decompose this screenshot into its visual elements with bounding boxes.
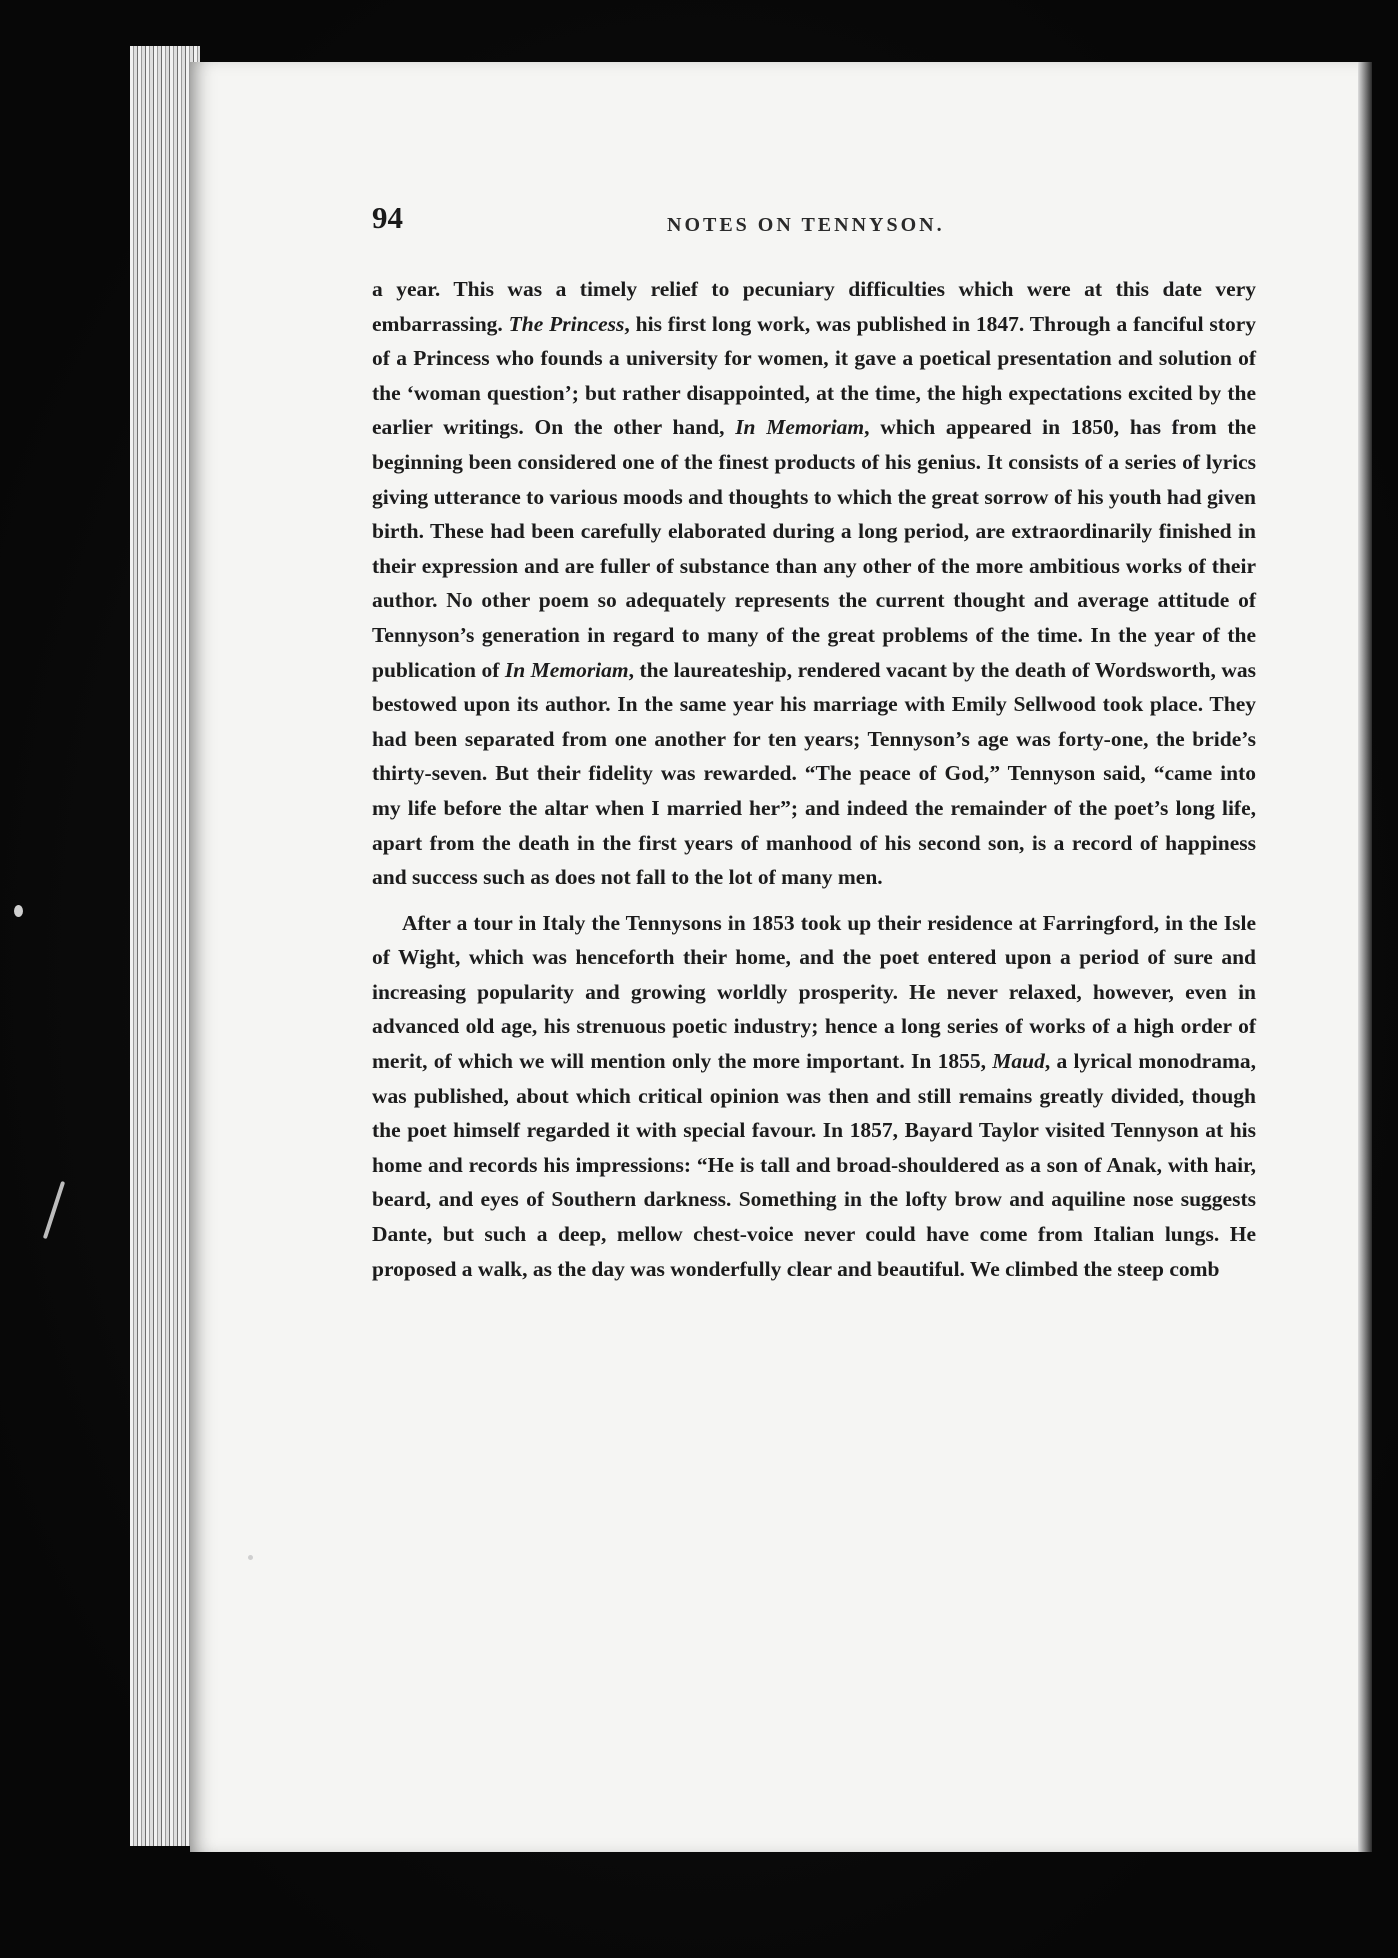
page-number: 94 — [372, 200, 403, 235]
book-title-italic: In Memoriam — [735, 415, 865, 440]
text-run: , a lyrical monodrama, was published, about which critical opinion was then and still remains greatly divided, though the poet himself regarded it with special favour. In 1857, Bayard Taylor visited Tennyson at his home and records his impressions: “He is tall and broad-shouldered as a son of Anak, with hair, beard, and eyes of Southern darkness. Something in the lofty brow and aquiline nose suggests Dante, but such a deep, mellow chest-voice never could have come from Italian lungs. He proposed a walk, as the day was wonderfully clear and beautiful. We climbed the steep comb — [372, 1049, 1256, 1281]
text-run: , the laureateship, rendered vacant by the death of Wordsworth, was bestowed upon its author. In the same year his marriage with Emily Sellwood took place. They had been separated from one another for ten years; Tennyson’s age was forty-one, the bride’s thirty-seven. But their fidelity was rewarded. “The peace of God,” Tennyson said, “came into my life before the altar when I married her”; and indeed the remainder of the poet’s long life, apart from the death in the first years of manhood of his second son, is a record of happiness and success such as does not fall to the lot of many men. — [372, 657, 1256, 890]
paragraph — [372, 906, 1256, 1287]
dust-speck — [248, 1555, 253, 1560]
text-run: , his first long work, was published in 1847. Through a fanciful story of a Princess who founds a university for women, it gave a poetical presentation and solution of the ‘woman question’; but rather disappointed, at the time, the high expectations excited by the earlier writings. On the other hand, — [372, 311, 1256, 440]
text-run: a year. This was a timely relief to pecuniary difficulties which were at this date very embarrassing. — [372, 277, 1256, 336]
page-header — [372, 200, 1252, 244]
dust-speck — [14, 905, 23, 917]
running-head: NOTES ON TENNYSON. — [667, 214, 945, 236]
text-run: , which appeared in 1850, has from the beginning been considered one of the finest products of his genius. It consists of a series of lyrics giving utterance to various moods and thoughts to which the great sorrow of his youth had given birth. These had been carefully elaborated during a long period, are extraordinarily finished in their expression and are fuller of substance than any other of the more ambitious works of their author. No other poem so adequately represents the current thought and average attitude of Tennyson’s generation in regard to many of the great problems of the time. In the year of the publication of — [372, 415, 1256, 682]
paragraph — [372, 272, 1256, 895]
page-body — [372, 272, 1256, 1286]
facing-page-edge — [1358, 62, 1372, 1852]
book-title-italic: Maud — [992, 1049, 1045, 1074]
book-title-italic: The Princess — [508, 311, 625, 336]
text-run: After a tour in Italy the Tennysons in 1853 took up their residence at Farringford, in the Isle of Wight, which was henceforth their home, and the poet entered upon a period of sure and increasing popularity and growing worldly prosperity. He never relaxed, however, even in advanced old age, his strenuous poetic industry; hence a long series of works of a high order of merit, of which we will mention only the more important. In 1855, — [372, 910, 1256, 1074]
book-title-italic: In Memoriam — [504, 657, 629, 682]
